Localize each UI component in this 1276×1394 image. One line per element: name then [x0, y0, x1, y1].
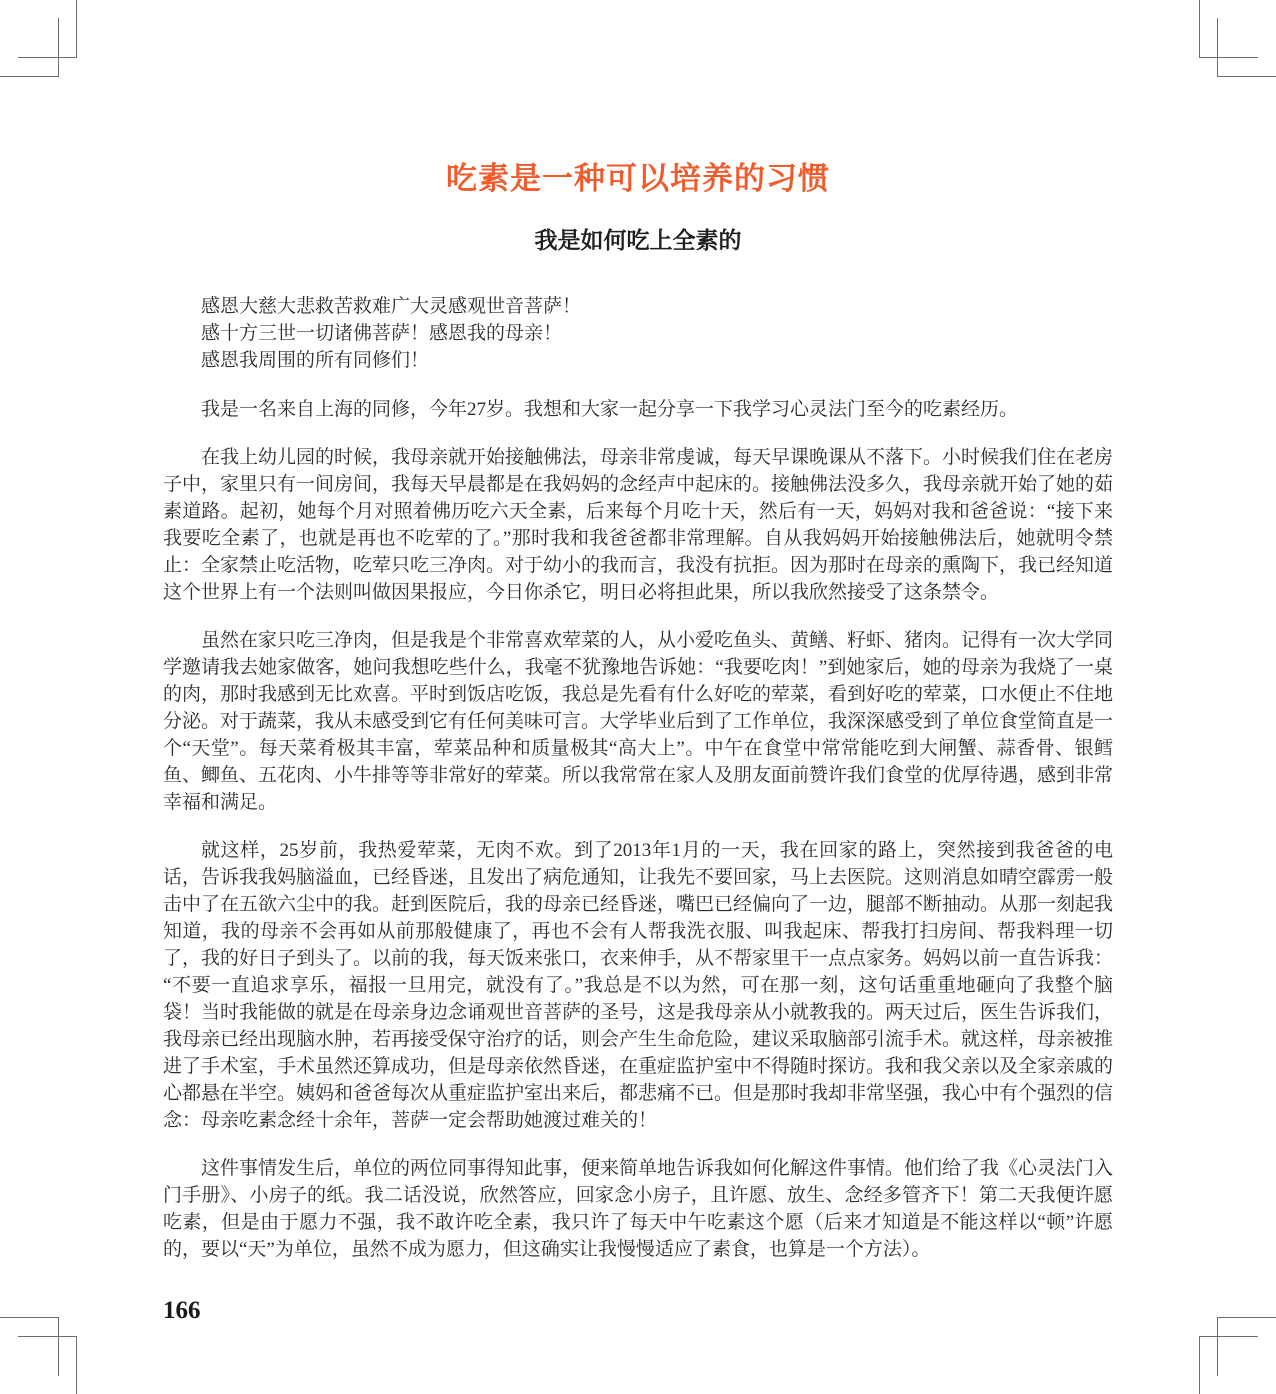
body-paragraph: 我是一名来自上海的同修，今年27岁。我想和大家一起分享一下我学习心灵法门至今的吃素经历。 — [201, 398, 1019, 420]
greeting-line: 感十方三世一切诸佛菩萨！感恩我的母亲！ — [201, 322, 563, 344]
greetings-block — [163, 293, 1113, 374]
page-subtitle: 我是如何吃上全素的 — [534, 227, 742, 254]
crop-mark-bottom-left-inner — [0, 1317, 59, 1376]
page-title: 吃素是一种可以培养的习惯 — [446, 161, 830, 196]
page-content — [163, 160, 1113, 1324]
crop-mark-top-left-inner — [0, 18, 59, 77]
page-number: 166 — [163, 1296, 201, 1324]
body-paragraph: 虽然在家只吃三净肉，但是我是个非常喜欢荤菜的人，从小爱吃鱼头、黄鳝、籽虾、猪肉。记得有一次大学同学邀请我去她家做客，她问我想吃些什么，我毫不犹豫地告诉她：“我要吃肉！”到她家后，她的母亲为我烧了一桌的肉，那时我感到无比欢喜。平时到饭店吃饭，我总是先看有什么好吃的荤菜，看到好吃的荤菜，口水便止不住地分泌。对于蔬菜，我从未感受到它有任何美味可言。大学毕业后到了工作单位，我深深感受到了单位食堂简直是一个“天堂”。每天菜肴极其丰富，荤菜品种和质量极其“高大上”。中午在食堂中常常能吃到大闸蟹、蒜香骨、银鳕鱼、鲫鱼、五花肉、小牛排等等非常好的荤菜。所以我常常在家人及朋友面前赞许我们食堂的优厚待遇，感到非常幸福和满足。 — [163, 629, 1114, 813]
body-paragraph: 就这样，25岁前，我热爱荤菜，无肉不欢。到了2013年1月的一天，我在回家的路上，突然接到我爸爸的电话，告诉我我妈脑溢血，已经昏迷，且发出了病危通知，让我先不要回家，马上去医院。这则消息如晴空霹雳一般击中了在五欲六尘中的我。赶到医院后，我的母亲已经昏迷，嘴巴已经偏向了一边，腿部不断抽动。从那一刻起我知道，我的母亲不会再如从前那般健康了，再也不会有人帮我洗衣服、叫我起床、帮我打扫房间、帮我料理一切了，我的好日子到头了。以前的我，每天饭来张口，衣来伸手，从不帮家里干一点点家务。妈妈以前一直告诉我：“不要一直追求享乐，福报一旦用完，就没有了。”我总是不以为然，可在那一刻，这句话重重地砸向了我整个脑袋！当时我能做的就是在母亲身边念诵观世音菩萨的圣号，这是我母亲从小就教我的。两天过后，医生告诉我们，我母亲已经出现脑水肿，若再接受保守治疗的话，则会产生生命危险，建议采取脑部引流手术。就这样，母亲被推进了手术室，手术虽然还算成功，但是母亲依然昏迷，在重症监护室中不得随时探访。我和我父亲以及全家亲戚的心都悬在半空。姨妈和爸爸每次从重症监护室出来后，都悲痛不已。但是那时我却非常坚强，我心中有个强烈的信念：母亲吃素念经十余年，菩萨一定会帮助她渡过难关的！ — [163, 839, 1114, 1131]
article-body — [163, 293, 1113, 1324]
body-paragraph: 这件事情发生后，单位的两位同事得知此事，便来简单地告诉我如何化解这件事情。他们给了我《心灵法门入门手册》、小房子的纸。我二话没说，欣然答应，回家念小房子，且许愿、放生、念经多管齐下！第二天我便许愿吃素，但是由于愿力不强，我不敢许吃全素，我只许了每天中午吃素这个愿（后来才知道是不能这样以“顿”许愿的，要以“天”为单位，虽然不成为愿力，但这确实让我慢慢适应了素食，也算是一个方法）。 — [163, 1157, 1114, 1260]
crop-mark-bottom-right-inner — [1217, 1317, 1276, 1376]
greeting-line: 感恩我周围的所有同修们！ — [201, 349, 430, 371]
body-paragraph: 在我上幼儿园的时候，我母亲就开始接触佛法，母亲非常虔诚，每天早课晚课从不落下。小时候我们住在老房子中，家里只有一间房间，我每天早晨都是在我妈妈的念经声中起床的。接触佛法没多久，我母亲就开始了她的茹素道路。起初，她每个月对照着佛历吃六天全素，后来每个月吃十天，然后有一天，妈妈对我和爸爸说：“接下来我要吃全素了，也就是再也不吃荤的了。”那时我和我爸爸都非常理解。自从我妈妈开始接触佛法后，她就明令禁止：全家禁止吃活物，吃荤只吃三净肉。对于幼小的我而言，我没有抗拒。因为那时在母亲的熏陶下，我已经知道这个世界上有一个法则叫做因果报应，今日你杀它，明日必将担此果，所以我欣然接受了这条禁令。 — [163, 446, 1114, 603]
crop-mark-top-right-inner — [1217, 18, 1276, 77]
greeting-line: 感恩大慈大悲救苦救难广大灵感观世音菩萨！ — [201, 295, 582, 317]
